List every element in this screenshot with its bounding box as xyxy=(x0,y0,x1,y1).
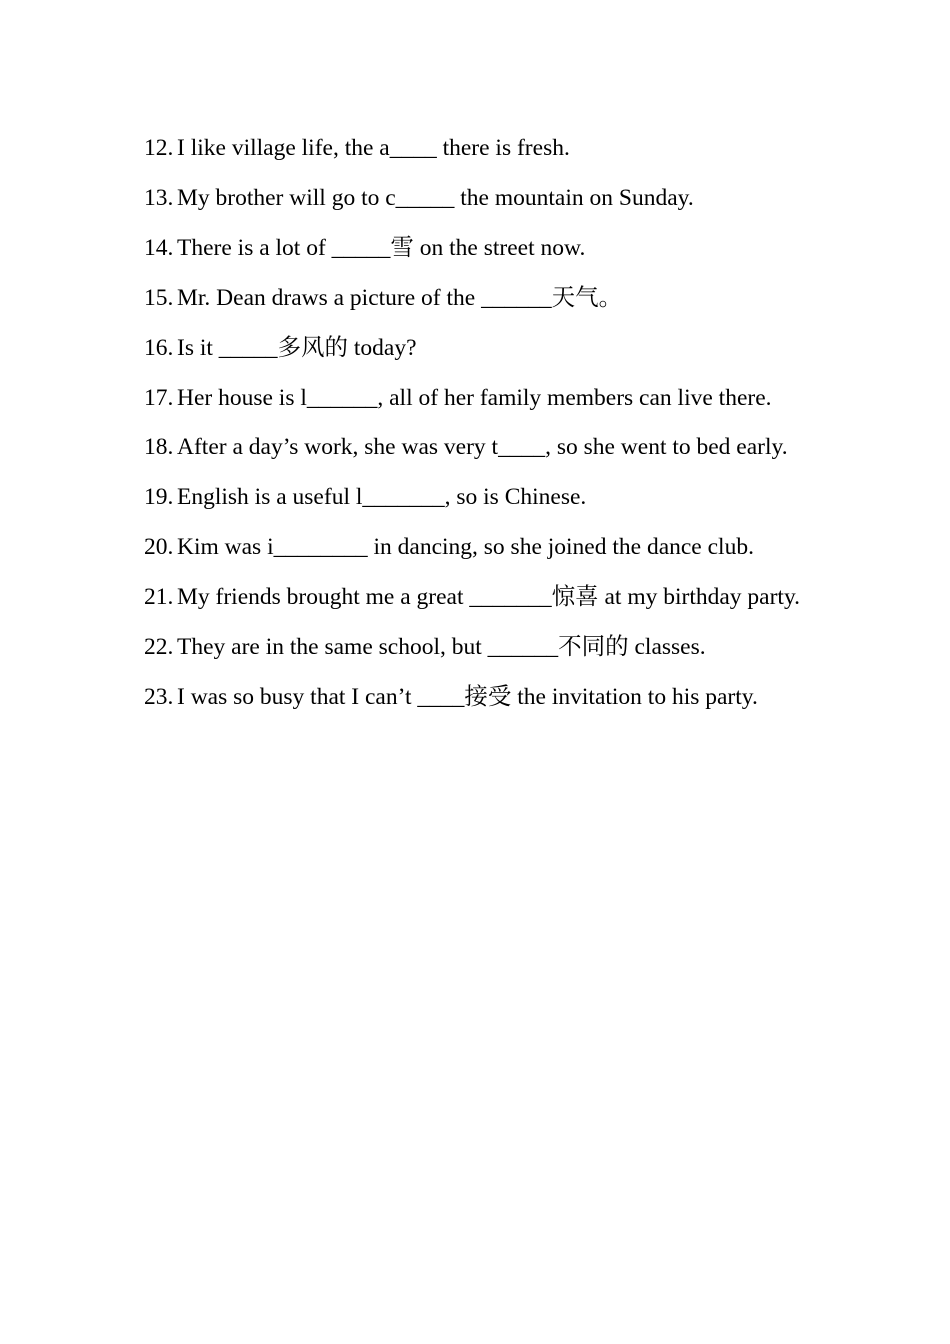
question-item xyxy=(144,523,806,573)
question-number: 15. xyxy=(144,284,174,311)
question-number: 20. xyxy=(144,534,174,561)
question-item xyxy=(144,623,806,673)
question-item xyxy=(144,374,806,424)
question-item xyxy=(144,473,806,523)
question-text: Mr. Dean draws a picture of the ______天气。 xyxy=(177,284,623,311)
question-item xyxy=(144,573,806,623)
question-item xyxy=(144,673,806,723)
question-number: 18. xyxy=(144,434,174,461)
question-text: My brother will go to c_____ the mountain on Sunday. xyxy=(177,184,694,211)
question-item xyxy=(144,274,806,324)
question-number: 16. xyxy=(144,334,174,361)
question-text: After a day’s work, she was very t____, so she went to bed early. xyxy=(177,434,788,461)
question-text: Kim was i________ in dancing, so she joined the dance club. xyxy=(177,534,754,561)
question-text: English is a useful l_______, so is Chinese. xyxy=(177,484,587,511)
question-text: I like village life, the a____ there is fresh. xyxy=(177,135,570,161)
question-text: I was so busy that I can’t ____接受 the invitation to his party. xyxy=(177,683,758,710)
question-item xyxy=(144,174,806,224)
question-item xyxy=(144,224,806,274)
question-item xyxy=(144,324,806,374)
question-text: There is a lot of _____雪 on the street now. xyxy=(177,234,586,261)
question-number: 14. xyxy=(144,234,174,261)
question-text: My friends brought me a great _______惊喜 at my birthday party. xyxy=(177,584,801,611)
question-list xyxy=(144,124,806,723)
question-number: 19. xyxy=(144,484,174,511)
question-number: 12. xyxy=(144,135,174,161)
question-number: 23. xyxy=(144,683,174,710)
question-number: 21. xyxy=(144,584,174,611)
question-item xyxy=(144,124,806,174)
question-number: 22. xyxy=(144,634,174,661)
question-text: Is it _____多风的 today? xyxy=(177,334,417,361)
question-text: They are in the same school, but ______不同的 classes. xyxy=(177,634,706,661)
question-text: Her house is l______, all of her family members can live there. xyxy=(177,384,772,411)
question-item xyxy=(144,423,806,473)
question-number: 13. xyxy=(144,184,174,211)
question-number: 17. xyxy=(144,384,174,411)
